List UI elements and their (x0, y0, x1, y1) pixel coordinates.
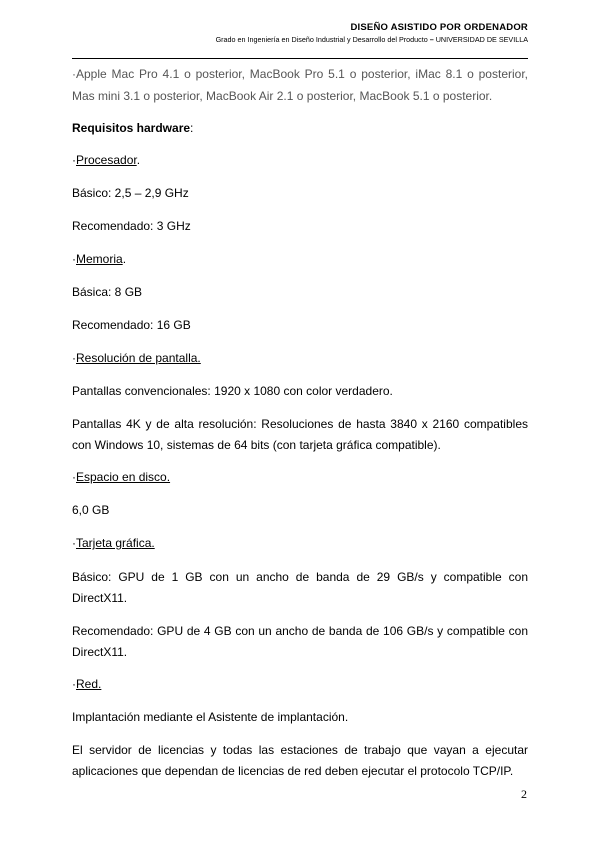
hardware-heading-colon: : (190, 121, 194, 135)
disk-value: 6,0 GB (72, 503, 110, 517)
network-title-text: Red. (76, 677, 102, 691)
memory-title (72, 249, 528, 269)
hardware-heading (72, 118, 528, 138)
graphics-title (72, 533, 528, 553)
resolution-title (72, 348, 528, 368)
graphics-bullet: · (72, 536, 76, 550)
resolution-conventional: Pantallas convencionales: 1920 x 1080 con color verdadero. (72, 384, 393, 398)
graphics-recommended-line-2: DirectX11. (72, 645, 128, 659)
processor-title-suffix: . (136, 153, 141, 167)
memory-bullet: · (72, 252, 76, 266)
memory-basic: Básica: 8 GB (72, 285, 143, 299)
university-name: UNIVERSIDAD DE SEVILLA (435, 35, 528, 44)
memory-recommended: Recomendado: 16 GB (72, 318, 191, 332)
graphics-basic-line-2: DirectX11. (72, 591, 128, 605)
course-subtitle (72, 35, 528, 45)
network-license-line-1: El servidor de licencias y todas las estaciones de trabajo que vayan a ejecutar (72, 743, 528, 757)
memory-title-text: Memoria (76, 252, 123, 266)
disk-bullet: · (72, 470, 76, 484)
network-title (72, 674, 528, 694)
degree-name: Grado en Ingeniería en Diseño Industrial y Desarrollo del Producto (215, 35, 428, 44)
intro-line-1: ·Apple Mac Pro 4.1 o posterior, MacBook Pro 5.1 o posterior, iMac 8.1 o posterior, (72, 67, 528, 81)
disk-title (72, 467, 528, 487)
course-title: DISEÑO ASISTIDO POR ORDENADOR (350, 22, 528, 33)
disk-title-text: Espacio en disco. (76, 470, 171, 484)
resolution-hires-line-2: con Windows 10, sistemas de 64 bits (con tarjeta gráfica compatible). (72, 438, 441, 452)
resolution-title-text: Resolución de pantalla. (76, 351, 201, 365)
header-rule (72, 58, 528, 59)
network-license-line-2: aplicaciones que dependan de licencias de red deben ejecutar el protocolo TCP/IP. (72, 764, 514, 778)
resolution-bullet: · (72, 351, 76, 365)
graphics-basic-line-1: Básico: GPU de 1 GB con un ancho de banda de 29 GB/s y compatible con (72, 570, 528, 584)
page-header (72, 22, 528, 45)
processor-bullet: · (72, 153, 76, 167)
resolution-hires-line-1: Pantallas 4K y de alta resolución: Resoluciones de hasta 3840 x 2160 compatibles (72, 417, 528, 431)
subtitle-separator: – (427, 35, 436, 44)
intro-line-2: Mas mini 3.1 o posterior, MacBook Air 2.1 o posterior, MacBook 5.1 o posterior. (72, 89, 493, 103)
network-bullet: · (72, 677, 76, 691)
graphics-recommended-line-1: Recomendado: GPU de 4 GB con un ancho de banda de 106 GB/s y compatible con (72, 624, 528, 638)
graphics-title-text: Tarjeta gráfica. (76, 536, 155, 550)
memory-title-suffix: . (122, 252, 127, 266)
processor-basic: Básico: 2,5 – 2,9 GHz (72, 186, 189, 200)
page-number: 2 (521, 787, 527, 801)
network-deployment: Implantación mediante el Asistente de implantación. (72, 710, 349, 724)
processor-recommended: Recomendado: 3 GHz (72, 219, 191, 233)
processor-title (72, 150, 528, 170)
hardware-heading-text: Requisitos hardware (72, 121, 191, 135)
processor-title-text: Procesador (76, 153, 137, 167)
